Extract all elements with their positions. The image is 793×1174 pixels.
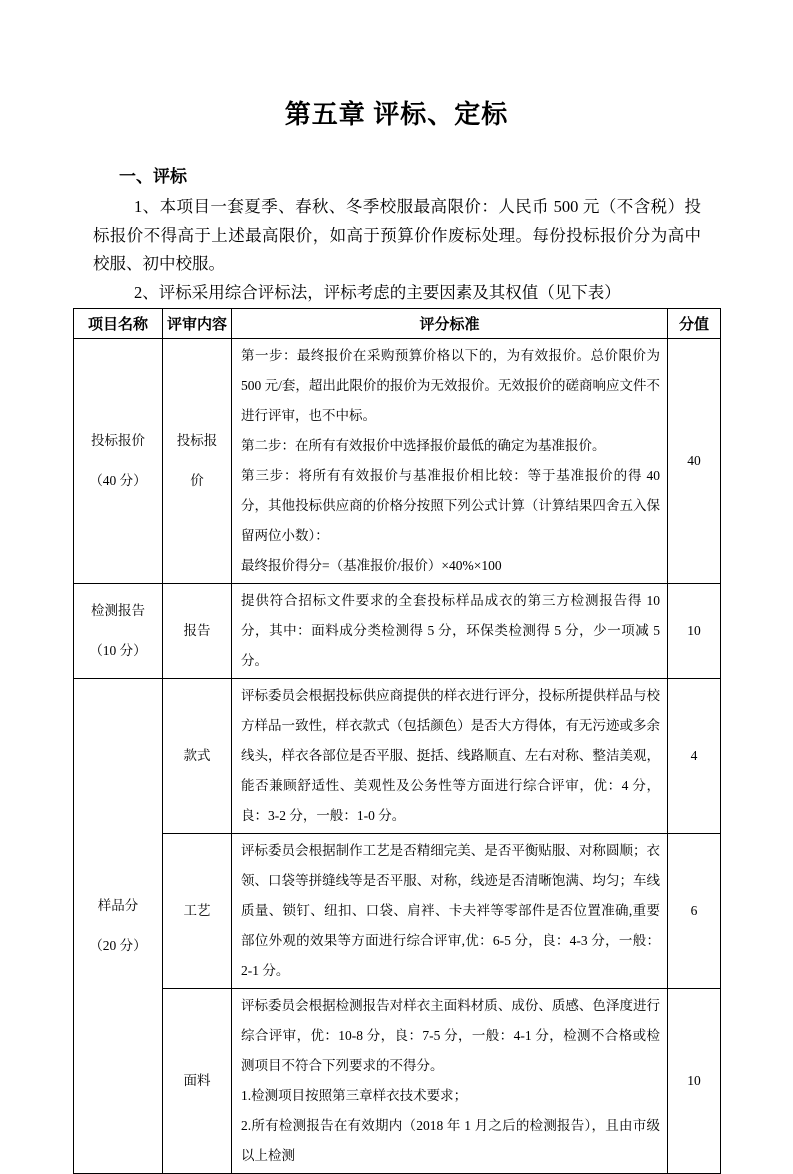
table-row-sample-fabric xyxy=(74,988,721,1173)
score-value-cell: 40 xyxy=(668,338,721,583)
col-header-item-name: 项目名称 xyxy=(74,308,163,338)
criteria-paragraph: 评标委员会根据制作工艺是否精细完美、是否平衡贴服、对称圆顺；衣领、口袋等拼缝线等是否平服、对称，线迹是否清晰饱满、均匀；车线质量、锁钉、纽扣、口袋、肩袢、卡夫袢等零部件是否位置准确,重要部位外观的效果等方面进行综合评审,优：6-5 分，良：4-3 分，一般：2-1 分。 xyxy=(241,842,660,978)
criteria-paragraph: 评标委员会根据投标供应商提供的样衣进行评分，投标所提供样品与校方样品一致性，样衣款式（包括颜色）是否大方得体，有无污迹或多余线头，样衣各部位是否平服、挺括、线路顺直、左右对称、整洁美观，能否兼顾舒适性、美观性及公务性等方面进行综合评审，优：4 分，良：3-2 分，一般：1-0 分。 xyxy=(241,687,660,823)
table-row-sample-craft xyxy=(74,833,721,988)
criteria-paragraph: 第三步：将所有有效报价与基准报价相比较：等于基准报价的得 40 分，其他投标供应商的价格分按照下列公式计算（计算结果四舍五入保留两位小数）： xyxy=(241,467,660,543)
col-header-scoring-criteria: 评分标准 xyxy=(232,308,668,338)
item-name-text: 检测报告 xyxy=(91,602,145,618)
criteria-cell xyxy=(232,988,668,1173)
paragraph-price-limit: 1、本项目一套夏季、春秋、冬季校服最高限价：人民币 500 元（不含税）投标报价不得高于上述最高限价，如高于预算价作废标处理。每份投标报价分为高中校服、初中校服。 xyxy=(93,197,701,273)
chapter-title: 第五章 评标、定标 xyxy=(284,100,509,129)
review-content-cell: 面料 xyxy=(163,988,232,1173)
score-value-cell: 4 xyxy=(668,678,721,833)
criteria-cell xyxy=(232,338,668,583)
review-content-cell: 投标报价 xyxy=(163,338,232,583)
criteria-list-item: 1.检测项目按照第三章样衣技术要求； xyxy=(241,1087,468,1103)
item-weight-text: （40 分） xyxy=(89,472,147,488)
table-row-bid-price xyxy=(74,338,721,583)
criteria-cell xyxy=(232,583,668,678)
table-header-row xyxy=(74,308,721,338)
score-value-cell: 10 xyxy=(668,988,721,1173)
criteria-formula: 最终报价得分=（基准报价/报价）×40%×100 xyxy=(241,557,502,573)
paragraph-evaluation-method: 2、评标采用综合评标法，评标考虑的主要因素及其权值（见下表） xyxy=(134,282,621,302)
item-name-cell xyxy=(74,338,163,583)
review-content-cell: 款式 xyxy=(163,678,232,833)
item-name-cell xyxy=(74,678,163,1173)
table-row-test-report xyxy=(74,583,721,678)
col-header-review-content: 评审内容 xyxy=(163,308,232,338)
table-row-sample-style xyxy=(74,678,721,833)
criteria-cell xyxy=(232,833,668,988)
evaluation-criteria-table xyxy=(73,308,721,1174)
criteria-list-item: 2.所有检测报告在有效期内（2018 年 1 月之后的检测报告），且由市级以上检测 xyxy=(241,1117,660,1163)
criteria-cell xyxy=(232,678,668,833)
col-header-score: 分值 xyxy=(668,308,721,338)
item-weight-text: （20 分） xyxy=(89,937,147,953)
criteria-paragraph: 第一步：最终报价在采购预算价格以下的，为有效报价。总价限价为 500 元/套，超出此限价的报价为无效报价。无效报价的磋商响应文件不进行评审，也不中标。 xyxy=(241,347,660,423)
review-content-cell: 报告 xyxy=(163,583,232,678)
criteria-paragraph: 提供符合招标文件要求的全套投标样品成衣的第三方检测报告得 10 分，其中：面料成分类检测得 5 分，环保类检测得 5 分，少一项减 5 分。 xyxy=(241,592,660,668)
section-heading: 一、评标 xyxy=(119,167,187,186)
score-value-cell: 6 xyxy=(668,833,721,988)
item-name-text: 投标报价 xyxy=(91,432,145,448)
item-name-cell xyxy=(74,583,163,678)
review-content-cell: 工艺 xyxy=(163,833,232,988)
item-weight-text: （10 分） xyxy=(89,642,147,658)
criteria-paragraph: 第二步：在所有有效报价中选择报价最低的确定为基准报价。 xyxy=(241,437,606,453)
criteria-paragraph: 评标委员会根据检测报告对样衣主面料材质、成份、质感、色泽度进行综合评审，优：10-8 分，良：7-5 分，一般：4-1 分，检测不合格或检测项目不符合下列要求的不得分。 xyxy=(241,997,660,1073)
score-value-cell: 10 xyxy=(668,583,721,678)
item-name-text: 样品分 xyxy=(97,897,139,913)
